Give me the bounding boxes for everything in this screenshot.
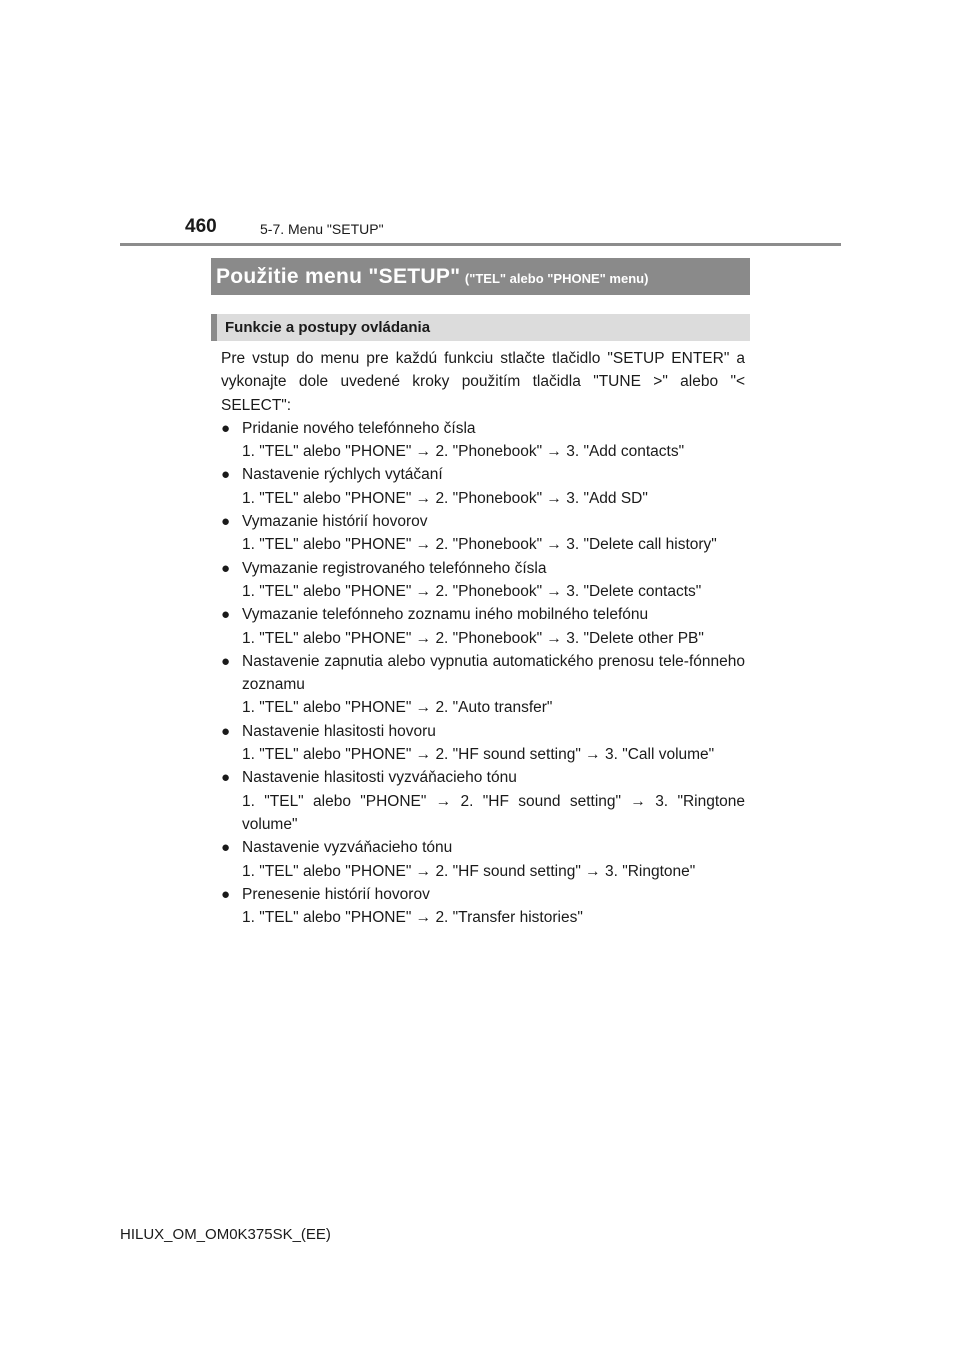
- footer-doc-code: HILUX_OM_OM0K375SK_(EE): [120, 1226, 331, 1243]
- item-steps: 1. "TEL" alebo "PHONE" → 2. "Phonebook" → 3. "Add contacts": [242, 443, 685, 461]
- header-rule: [120, 243, 841, 246]
- bullet-icon: ●: [221, 419, 231, 437]
- item-steps: 1. "TEL" alebo "PHONE" → 2. "Phonebook" → 3. "Delete call history": [242, 536, 717, 554]
- item-steps: 1. "TEL" alebo "PHONE" → 2. "Transfer histories": [242, 909, 583, 927]
- item-steps: 1. "TEL" alebo "PHONE" → 2. "Auto transfer": [242, 699, 553, 717]
- subsection-heading: Funkcie a postupy ovládania: [211, 314, 750, 341]
- list-item: [221, 766, 745, 836]
- bullet-icon: ●: [221, 769, 231, 787]
- list-item-body: [242, 510, 745, 557]
- item-title: Nastavenie vyzváňacieho tónu: [242, 839, 453, 857]
- list-item: [221, 463, 745, 510]
- list-item-body: [242, 603, 745, 650]
- item-title: Vymazanie registrovaného telefónneho čísla: [242, 559, 547, 577]
- item-title: Nastavenie hlasitosti vyzváňacieho tónu: [242, 769, 517, 787]
- list-item: [221, 836, 745, 883]
- section-subtitle: ("TEL" alebo "PHONE" menu): [464, 271, 649, 286]
- bullet-icon: ●: [221, 652, 231, 670]
- item-title: Vymazanie histórií hovorov: [242, 513, 428, 531]
- bullet-icon: ●: [221, 885, 231, 903]
- list-item-body: [242, 463, 745, 510]
- bullet-icon: ●: [221, 466, 231, 484]
- bullet-icon: ●: [221, 513, 231, 531]
- list-item-body: [242, 720, 745, 767]
- intro-paragraph: Pre vstup do menu pre každú funkciu stlačte tlačidlo "SETUP ENTER" a vykonajte dole uvedené kroky použitím tlačidla "TUNE >" alebo "< SELECT":: [221, 350, 745, 414]
- item-title: Pridanie nového telefónneho čísla: [242, 419, 476, 437]
- list-item-body: [242, 836, 745, 883]
- section-title-bar: [211, 258, 750, 295]
- page-number: 460: [185, 216, 217, 237]
- list-item: [221, 720, 745, 767]
- list-item-body: [242, 650, 745, 720]
- item-title: Nastavenie rýchlych vytáčaní: [242, 466, 443, 484]
- list-item-body: [242, 417, 745, 464]
- list-item: [221, 557, 745, 604]
- list-item: [221, 510, 745, 557]
- item-steps: 1. "TEL" alebo "PHONE" → 2. "Phonebook" → 3. "Delete contacts": [242, 582, 702, 600]
- item-title: Prenesenie histórií hovorov: [242, 885, 430, 903]
- item-steps: 1. "TEL" alebo "PHONE" → 2. "Phonebook" → 3. "Delete other PB": [242, 629, 704, 647]
- list-item: [221, 417, 745, 464]
- list-item: [221, 883, 745, 930]
- bullet-icon: ●: [221, 559, 231, 577]
- content: [221, 347, 745, 929]
- list-item: [221, 650, 745, 720]
- item-title: Nastavenie hlasitosti hovoru: [242, 722, 436, 740]
- bullet-icon: ●: [221, 722, 231, 740]
- item-title: Nastavenie zapnutia alebo vypnutia automatického prenosu tele-fónneho zoznamu: [242, 652, 745, 694]
- list-item-body: [242, 883, 745, 930]
- item-steps: 1. "TEL" alebo "PHONE" → 2. "HF sound setting" → 3. "Ringtone volume": [242, 792, 745, 833]
- bullet-icon: ●: [221, 839, 231, 857]
- item-steps: 1. "TEL" alebo "PHONE" → 2. "Phonebook" → 3. "Add SD": [242, 489, 648, 507]
- list-item-body: [242, 557, 745, 604]
- item-title: Vymazanie telefónneho zoznamu iného mobilného telefónu: [242, 606, 649, 624]
- running-head: 5-7. Menu "SETUP": [260, 221, 384, 237]
- item-steps: 1. "TEL" alebo "PHONE" → 2. "HF sound setting" → 3. "Ringtone": [242, 862, 696, 880]
- item-steps: 1. "TEL" alebo "PHONE" → 2. "HF sound setting" → 3. "Call volume": [242, 746, 715, 764]
- list-item-body: [242, 766, 745, 836]
- section-title: Použitie menu "SETUP": [216, 265, 461, 288]
- bullet-icon: ●: [221, 606, 231, 624]
- list-item: [221, 603, 745, 650]
